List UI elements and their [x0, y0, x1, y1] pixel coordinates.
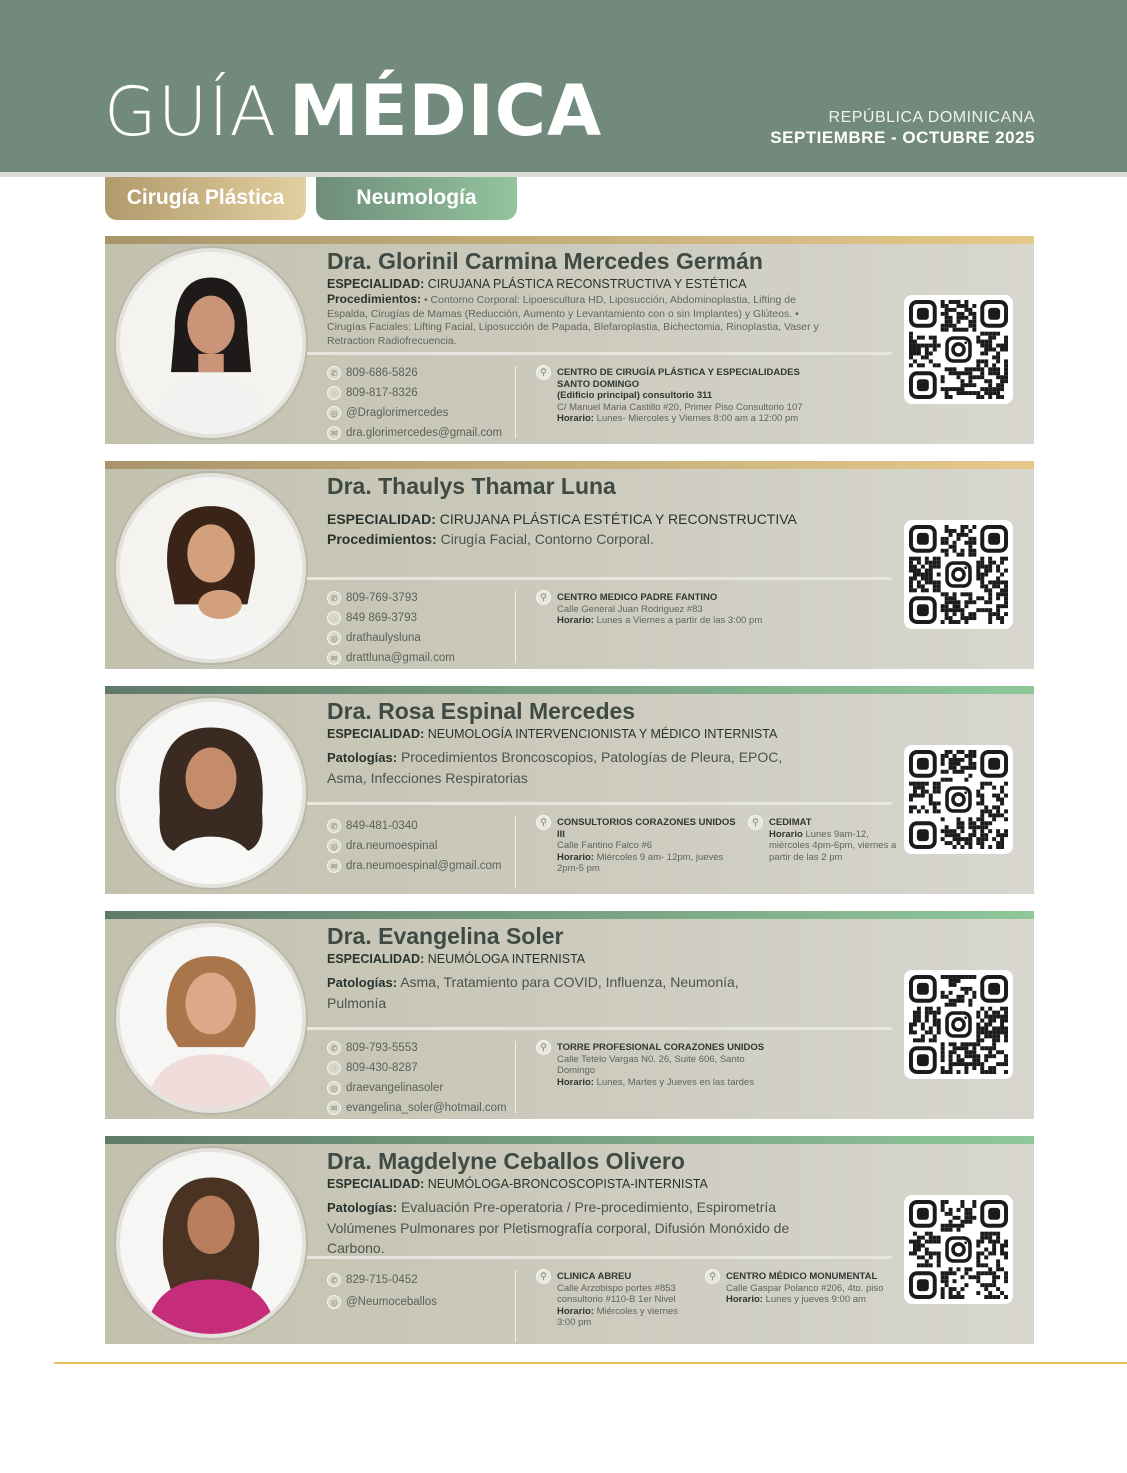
location-1: ⚲ CLINICA ABREU Calle Arzobispo portes #853 consultorio #110-B 1er Nivel Horario: Miércoles y viernes 3:00 pm [557, 1271, 697, 1329]
contact-phone[interactable]: ✆ 849-481-0340 [327, 816, 502, 836]
qr-code-icon [909, 300, 1008, 399]
procedures: Procedimientos: • Contorno Corporal: Lipoescultura HD, Liposucción, Abdominoplastia, Lifting de Espalda, Cirugías de Mamas (Reducción, Aumento y Levantamiento con o sin Implantes) y Glúteos. • Cirugías Faciales: Lifting Facial, Liposucción de Papada, Blefaroplastia, Bichectomia, Rinoplastia, Vaser y Retraction Radiofrecuencia. [327, 292, 819, 347]
contact-instagram[interactable]: ◎ @Draglorimercedes [327, 403, 502, 423]
email-icon: ✉ [327, 651, 341, 665]
location-pin-icon: ⚲ [536, 590, 551, 605]
tab-neumologia[interactable]: Neumología [316, 177, 517, 220]
qr-code[interactable] [904, 970, 1013, 1079]
location-pin-icon: ⚲ [536, 365, 551, 380]
whatsapp-icon: ◌ [327, 611, 341, 625]
phone-icon: ✆ [327, 591, 341, 605]
email-icon: ✉ [327, 426, 341, 440]
doctor-name: Dra. Rosa Espinal Mercedes [327, 698, 636, 724]
card-accent-bar [105, 686, 1034, 694]
procedures: Patologías: Asma, Tratamiento para COVID, Influenza, Neumonía, Pulmonía [327, 974, 739, 1011]
email-icon: ✉ [327, 1101, 341, 1115]
qr-code-icon [909, 975, 1008, 1074]
contact-divider [515, 816, 516, 888]
specialty: ESPECIALIDAD: NEUMOLOGÍA INTERVENCIONISTA Y MÉDICO INTERNISTA [327, 727, 778, 741]
contact-list [327, 1038, 507, 1118]
card-separator [307, 352, 892, 355]
doctor-photo [116, 248, 306, 438]
instagram-icon: ◎ [327, 1295, 341, 1309]
procedures: Patologías: Evaluación Pre-operatoria / Pre-procedimiento, Espirometría Volúmenes Pulmonares por Pletismografía corporal, Difusión Monóxido de Carbono. [327, 1199, 790, 1256]
contact-instagram[interactable]: ◎ draevangelinasoler [327, 1078, 507, 1098]
contact-email[interactable]: ✉ dra.neumoespinal@gmail.com [327, 856, 502, 876]
contact-email[interactable]: ✉ drattluna@gmail.com [327, 648, 455, 668]
location-1: ⚲ CONSULTORIOS CORAZONES UNIDOS III Calle Fantino Falco #6 Horario: Miércoles 9 am- 12pm, jueves 2pm-5 pm [557, 817, 743, 875]
doctor-card [105, 1136, 1034, 1344]
qr-code-icon [909, 1200, 1008, 1299]
footer-divider [54, 1362, 1127, 1364]
title-bold: MÉDICA [289, 70, 603, 152]
contact-divider [515, 1041, 516, 1113]
country-label: REPÚBLICA DOMINICANA [828, 109, 1035, 126]
doctor-name: Dra. Glorinil Carmina Mercedes Germán [327, 248, 763, 274]
phone-icon: ✆ [327, 819, 341, 833]
doctor-card [105, 686, 1034, 894]
contact-whatsapp[interactable]: ◌ 809-430-8287 [327, 1058, 507, 1078]
doctor-card [105, 911, 1034, 1119]
card-accent-bar [105, 461, 1034, 469]
phone-icon: ✆ [327, 366, 341, 380]
procedures: Procedimientos: Cirugía Facial, Contorno Corporal. [327, 531, 654, 547]
qr-code[interactable] [904, 1195, 1013, 1304]
card-accent-bar [105, 236, 1034, 244]
location-1: ⚲ CENTRO DE CIRUGÍA PLÁSTICA Y ESPECIALIDADES SANTO DOMINGO (Edificio principal) consultorio 311 C/ Manuel Maria Castillo #20, Primer Piso Consultorio 107 Horario: Lunes- Miercoles y Viernes 8:00 am a 12:00 pm [557, 367, 817, 425]
instagram-icon: ◎ [327, 406, 341, 420]
contact-divider [515, 366, 516, 438]
qr-code-icon [909, 750, 1008, 849]
contact-email[interactable]: ✉ evangelina_soler@hotmail.com [327, 1098, 507, 1118]
contact-instagram[interactable]: ◎ @Neumoceballos [327, 1291, 437, 1313]
contact-whatsapp[interactable]: ◌ 809-817-8326 [327, 383, 502, 403]
doctor-photo [116, 923, 306, 1113]
contact-list [327, 816, 502, 876]
contact-phone[interactable]: ✆ 829-715-0452 [327, 1269, 437, 1291]
qr-code-icon [909, 525, 1008, 624]
location-1: ⚲ CENTRO MEDICO PADRE FANTINO Calle General Juan Rodriguez #83 Horario: Lunes a Viernes a partir de las 3:00 pm [557, 592, 817, 627]
doctor-card [105, 236, 1034, 444]
card-accent-bar [105, 1136, 1034, 1144]
doctor-name: Dra. Evangelina Soler [327, 923, 564, 949]
contact-whatsapp[interactable]: ◌ 849 869-3793 [327, 608, 455, 628]
location-2: ⚲ CEDIMAT Horario Lunes 9am-12, miércoles 4pm-6pm, viernes a partir de las 2 pm [769, 817, 897, 863]
card-separator [307, 1027, 892, 1030]
card-separator [307, 1256, 892, 1259]
contact-list [327, 588, 455, 668]
contact-list [327, 1269, 437, 1313]
specialty: ESPECIALIDAD: NEUMÓLOGA INTERNISTA [327, 952, 586, 966]
doctor-card [105, 461, 1034, 669]
whatsapp-icon: ◌ [327, 1061, 341, 1075]
contact-divider [515, 591, 516, 663]
contact-email[interactable]: ✉ dra.glorimercedes@gmail.com [327, 423, 502, 443]
specialty: ESPECIALIDAD: CIRUJANA PLÁSTICA ESTÉTICA Y RECONSTRUCTIVA [327, 511, 797, 527]
contact-phone[interactable]: ✆ 809-793-5553 [327, 1038, 507, 1058]
procedures: Patologías: Procedimientos Broncoscopios, Patologías de Pleura, EPOC, Asma, Infecciones Respiratorias [327, 749, 783, 786]
card-accent-bar [105, 911, 1034, 919]
tab-cirugia-plastica[interactable]: Cirugía Plástica [105, 177, 306, 220]
contact-instagram[interactable]: ◎ drathaulysluna [327, 628, 455, 648]
card-separator [307, 802, 892, 805]
contact-divider [515, 1270, 516, 1342]
location-pin-icon: ⚲ [748, 815, 763, 830]
contact-instagram[interactable]: ◎ dra.neumoespinal [327, 836, 502, 856]
location-pin-icon: ⚲ [705, 1269, 720, 1284]
specialty: ESPECIALIDAD: NEUMÓLOGA-BRONCOSCOPISTA-INTERNISTA [327, 1177, 708, 1191]
qr-code[interactable] [904, 295, 1013, 404]
location-1: ⚲ TORRE PROFESIONAL CORAZONES UNIDOS Calle Tetelo Vargas N0. 26, Suite 606, Santo Domingo Horario: Lunes, Martes y Jueves en las tardes [557, 1042, 767, 1088]
contact-list [327, 363, 502, 443]
contact-phone[interactable]: ✆ 809-686-5826 [327, 363, 502, 383]
whatsapp-icon: ◌ [327, 386, 341, 400]
doctor-name: Dra. Thaulys Thamar Luna [327, 473, 616, 499]
instagram-icon: ◎ [327, 631, 341, 645]
specialty: ESPECIALIDAD: CIRUJANA PLÁSTICA RECONSTRUCTIVA Y ESTÉTICA [327, 277, 747, 291]
contact-phone[interactable]: ✆ 809-769-3793 [327, 588, 455, 608]
location-2: ⚲ CENTRO MÉDICO MONUMENTAL Calle Gaspar Polanco #206, 4to. piso Horario: Lunes y jueves 9:00 am [726, 1271, 902, 1306]
card-separator [307, 577, 892, 580]
doctor-photo [116, 473, 306, 663]
email-icon: ✉ [327, 859, 341, 873]
doctor-photo [116, 698, 306, 888]
qr-code[interactable] [904, 520, 1013, 629]
doctor-photo [116, 1148, 306, 1338]
instagram-icon: ◎ [327, 1081, 341, 1095]
doctor-name: Dra. Magdelyne Ceballos Olivero [327, 1148, 685, 1174]
location-pin-icon: ⚲ [536, 1040, 551, 1055]
header-banner [0, 0, 1127, 172]
page-title [104, 66, 602, 153]
instagram-icon: ◎ [327, 839, 341, 853]
location-pin-icon: ⚲ [536, 1269, 551, 1284]
qr-code[interactable] [904, 745, 1013, 854]
edition-label: SEPTIEMBRE - OCTUBRE 2025 [770, 128, 1035, 147]
title-light: GUÍA [104, 73, 278, 152]
location-pin-icon: ⚲ [536, 815, 551, 830]
phone-icon: ✆ [327, 1273, 341, 1287]
phone-icon: ✆ [327, 1041, 341, 1055]
